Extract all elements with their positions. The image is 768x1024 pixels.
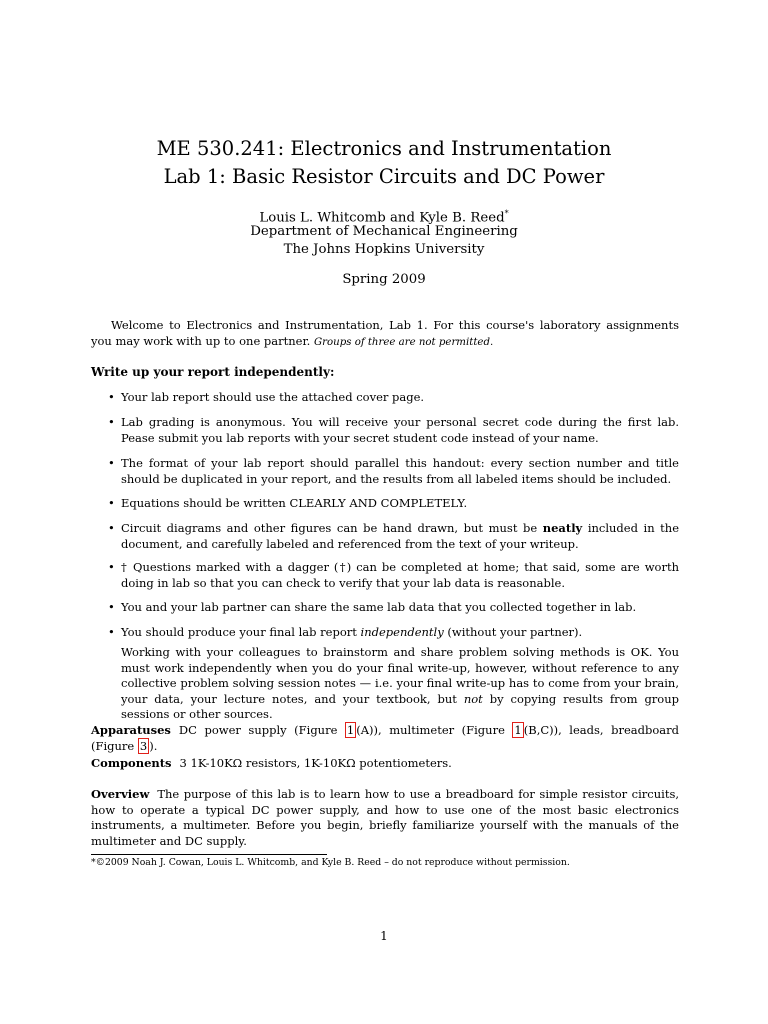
list-item: • You should produce your final lab report independently (without your partner). <box>108 625 583 639</box>
bullet-followup: Working with your colleagues to brainstorm and share problem solving methods is OK. You must work independently when you do your final write-up, however, without reference to any collective problem solving session notes — i.e. your final write-up has to come from your brain, your data, your lecture notes, and your textbook, but not by copying results from group sessions or other sources. <box>121 645 679 721</box>
department: Department of Mechanical Engineering <box>250 224 518 239</box>
list-item: • Equations should be written CLEARLY AND COMPLETELY. <box>108 496 468 510</box>
title-line-1: ME 530.241: Electronics and Instrumentation <box>156 137 612 160</box>
list-item: • Lab grading is anonymous. You will receive your personal secret code during the first lab. Pease submit you lab reports with your secret student code instead of your name. <box>108 415 679 445</box>
intro-paragraph: Welcome to Electronics and Instrumentation, Lab 1. For this course's laboratory assignments you may work with up to one partner. Groups of three are not permitted. <box>91 318 679 348</box>
list-item: • You and your lab partner can share the same lab data that you collected together in lab. <box>108 600 637 614</box>
list-item: • Circuit diagrams and other figures can be hand drawn, but must be neatly included in the document, and carefully labeled and referenced from the text of your writeup. <box>108 521 679 551</box>
list-item: • † Questions marked with a dagger (†) can be completed at home; that said, some are worth doing in lab so that you can check to verify that your lab data is reasonable. <box>108 560 679 590</box>
components-paragraph: Components 3 1K-10KΩ resistors, 1K-10KΩ potentiometers. <box>91 756 452 770</box>
title-line-2: Lab 1: Basic Resistor Circuits and DC Power <box>163 165 605 188</box>
date: Spring 2009 <box>342 272 426 287</box>
list-item: • Your lab report should use the attached cover page. <box>108 390 425 404</box>
report-heading: Write up your report independently: <box>91 365 335 379</box>
figure-ref-link[interactable]: 1 <box>346 723 355 737</box>
footnote: *©2009 Noah J. Cowan, Louis L. Whitcomb, and Kyle B. Reed – do not reproduce without permission. <box>91 857 570 868</box>
list-item: • The format of your lab report should parallel this handout: every section number and title should be duplicated in your report, and the results from all labeled items should be included. <box>108 456 679 486</box>
page-number: 1 <box>380 929 388 943</box>
intro-note: Groups of three are not permitted. <box>314 336 494 348</box>
footnote-rule <box>91 854 327 855</box>
university: The Johns Hopkins University <box>283 242 485 257</box>
author-names: Louis L. Whitcomb and Kyle B. Reed* <box>259 209 509 226</box>
overview-paragraph: Overview The purpose of this lab is to learn how to use a breadboard for simple resistor circuits, how to operate a typical DC power supply, and how to use one of the most basic electronics instruments, a multimeter. Before you begin, briefly familiarize yourself with the manuals of the multimeter and DC supply. <box>91 787 679 848</box>
figure-ref-link[interactable]: 1 <box>514 723 522 737</box>
figure-ref-link[interactable]: 3 <box>139 738 148 753</box>
apparatuses-paragraph: Apparatuses DC power supply (Figure 1 (A)), multimeter (Figure 1 (B,C)), leads, breadboard (Figure 3 ). <box>91 723 679 753</box>
